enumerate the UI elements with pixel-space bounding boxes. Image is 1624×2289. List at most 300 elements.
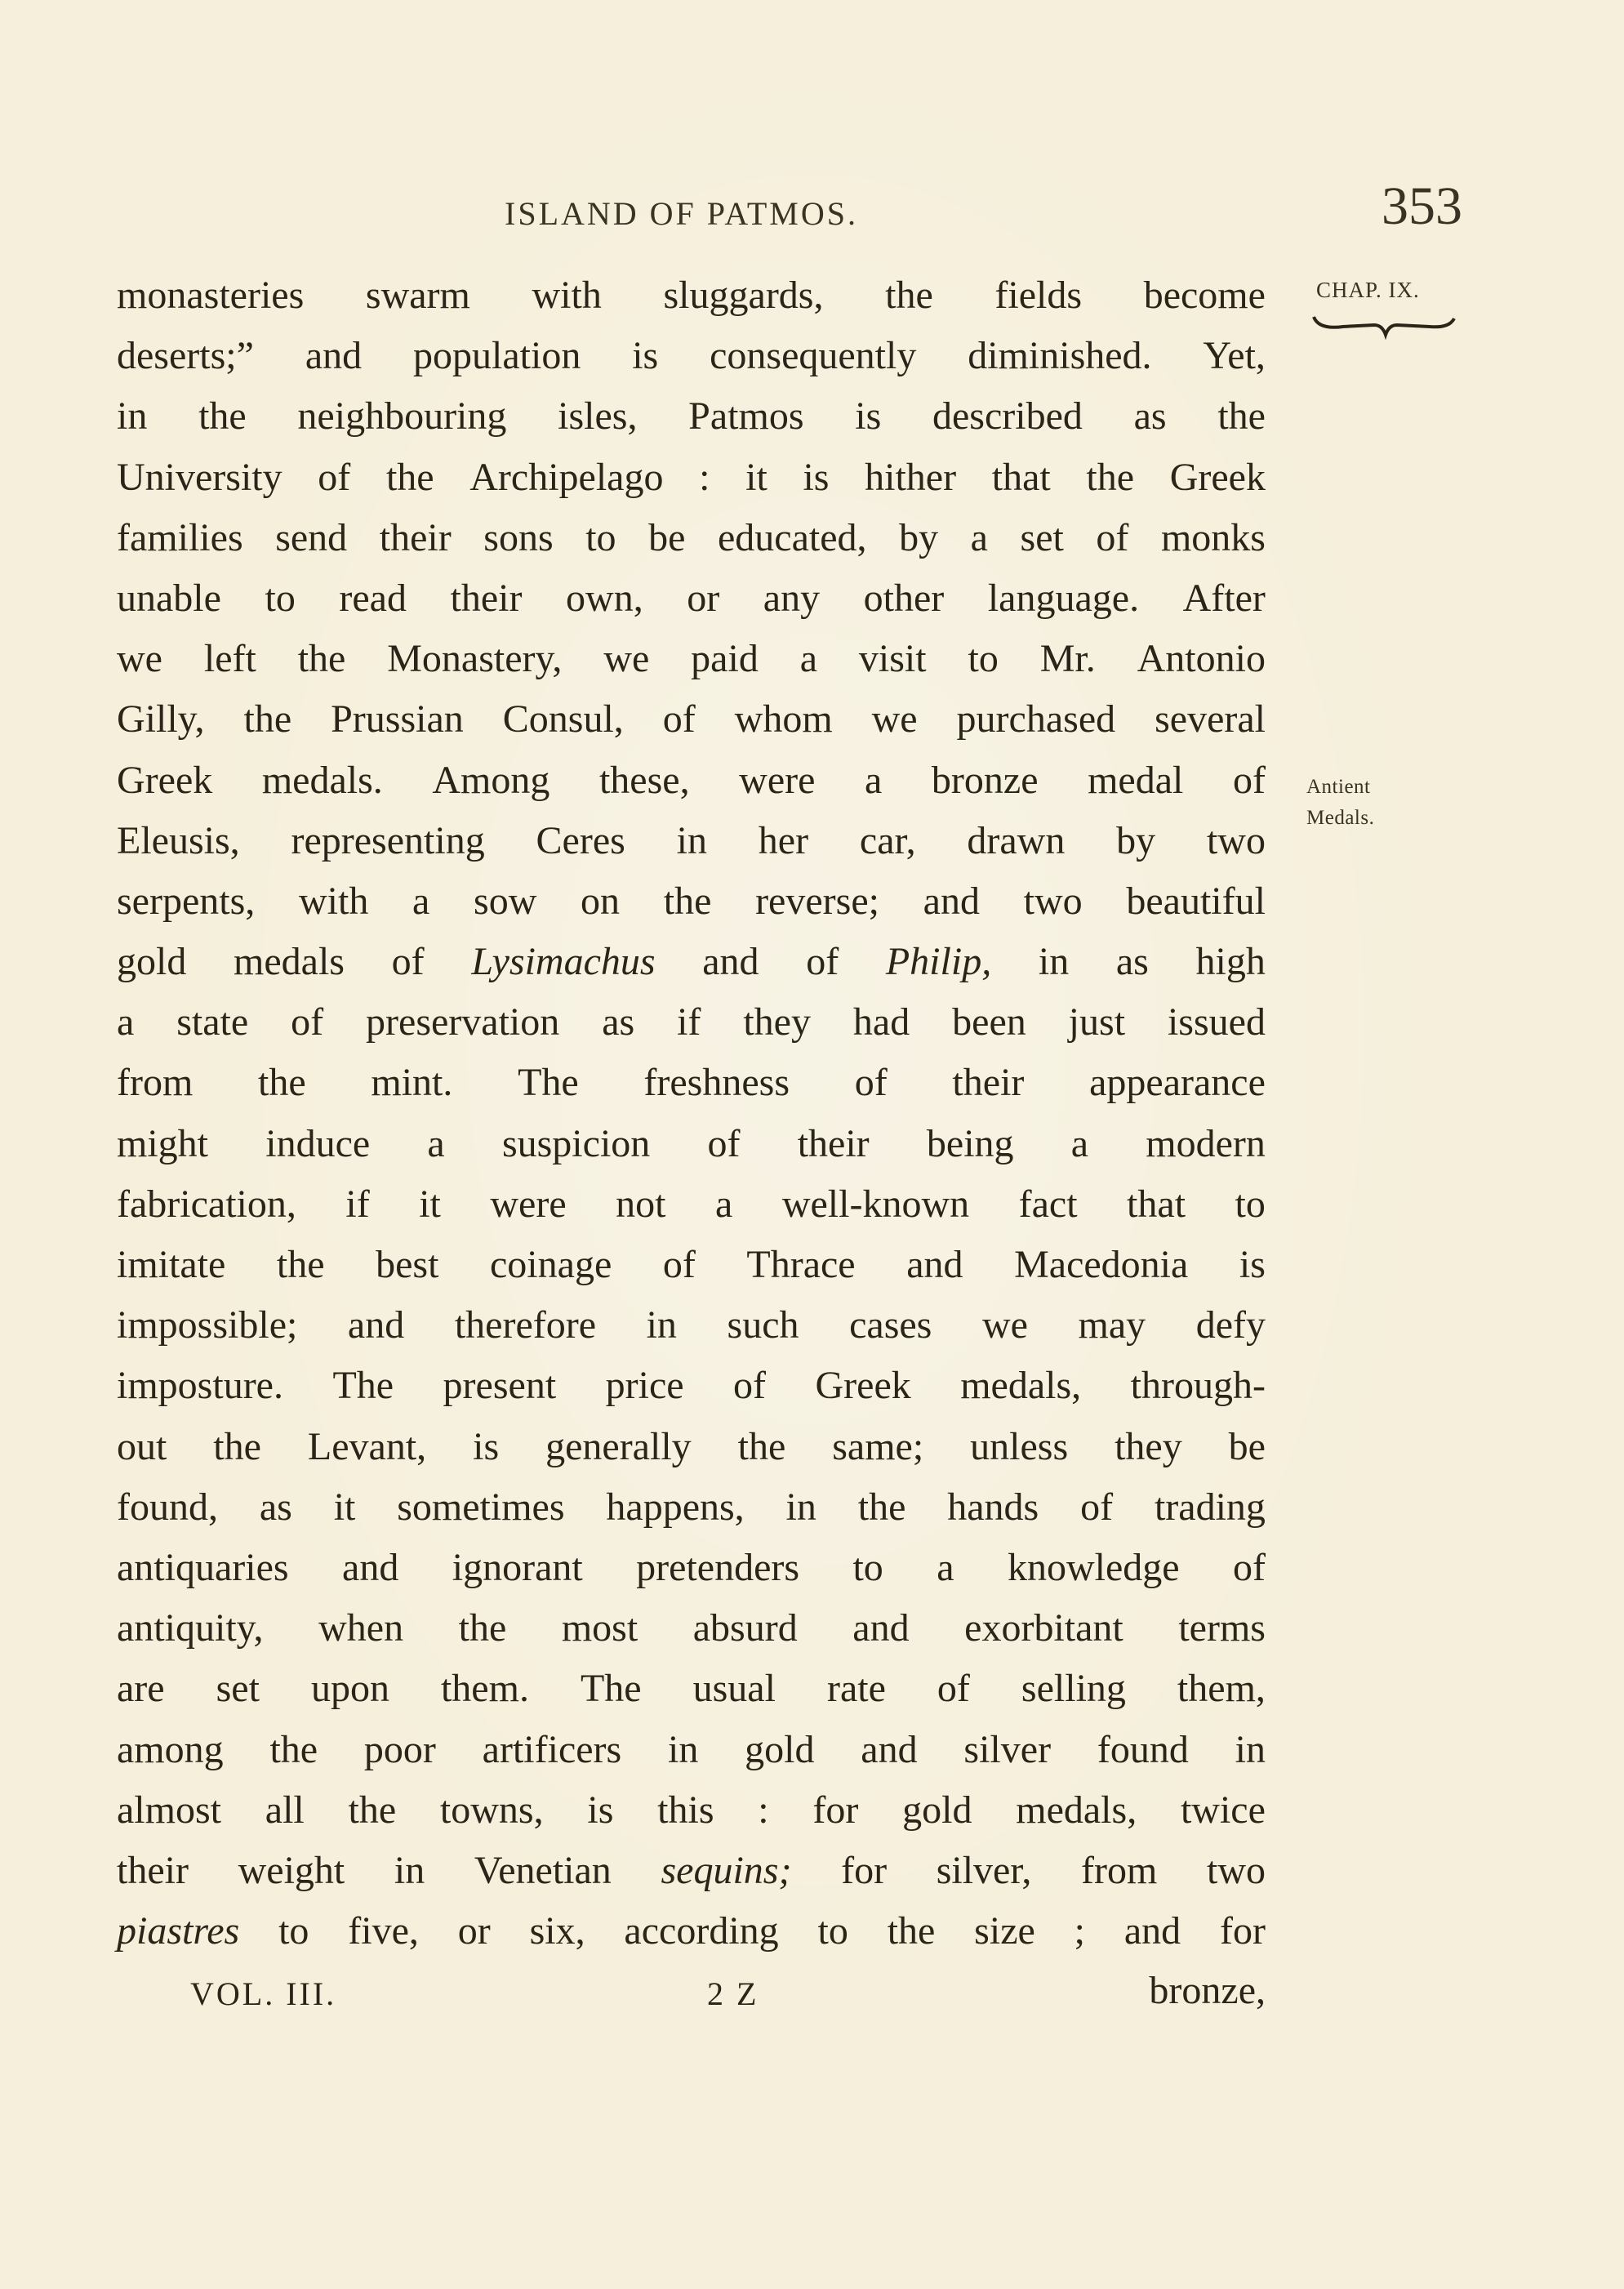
chapter-marginal-note: CHAP. IX.: [1316, 278, 1420, 302]
word: the: [737, 1424, 786, 1468]
word: as: [259, 1485, 292, 1529]
word: knowledge: [1007, 1545, 1180, 1589]
text-line: [117, 1538, 1266, 1598]
word: is: [587, 1788, 614, 1832]
word: of: [1096, 515, 1129, 559]
word: :: [758, 1788, 769, 1832]
word: of: [662, 1243, 696, 1286]
word: had: [852, 1000, 910, 1044]
word: imposture.: [117, 1364, 283, 1408]
word: best: [376, 1243, 439, 1286]
word: in: [117, 394, 148, 439]
word: of: [1233, 1545, 1266, 1589]
word: in: [1235, 1727, 1266, 1771]
word: in: [646, 1303, 677, 1347]
word: silver,: [936, 1848, 1032, 1892]
word: Venetian: [474, 1848, 612, 1892]
word: their: [379, 515, 452, 559]
word: and: [342, 1545, 399, 1589]
word: Patmos: [688, 394, 804, 439]
word: poor: [363, 1727, 436, 1771]
word: to: [265, 576, 296, 620]
word: fabrication,: [117, 1182, 296, 1226]
word: beautiful: [1126, 879, 1266, 923]
word: size: [974, 1909, 1035, 1953]
word: the: [348, 1788, 397, 1832]
text-line: [117, 448, 1266, 508]
word: fields: [994, 274, 1083, 317]
word: language.: [987, 576, 1140, 620]
word: of: [318, 455, 351, 499]
word: medal: [1088, 758, 1184, 802]
word: of: [854, 1061, 888, 1105]
word: become: [1143, 274, 1266, 317]
word: generally: [545, 1424, 692, 1468]
word: and: [347, 1303, 405, 1347]
word: with: [532, 274, 602, 317]
word: we: [603, 637, 650, 681]
word: two: [1206, 818, 1266, 862]
word: them,: [1177, 1667, 1266, 1711]
word: as: [602, 1000, 635, 1044]
word: is: [855, 394, 882, 439]
word: imitate: [117, 1243, 226, 1286]
word: in: [1038, 940, 1070, 984]
word: the: [885, 274, 933, 317]
word: in: [676, 818, 707, 862]
word: antiquaries: [117, 1545, 289, 1589]
text-line: [117, 1053, 1266, 1113]
word: been: [952, 1000, 1026, 1044]
word: from: [117, 1061, 194, 1105]
word: ;: [1074, 1909, 1085, 1953]
word: being: [926, 1121, 1014, 1165]
word: gold: [117, 940, 187, 984]
word: a: [715, 1182, 733, 1226]
word: her: [758, 818, 809, 862]
word: artificers: [482, 1727, 622, 1771]
word: well-known: [781, 1182, 970, 1226]
word: of: [733, 1364, 767, 1408]
word: we: [871, 697, 918, 741]
word: by: [1116, 818, 1156, 862]
text-line: [117, 1114, 1266, 1174]
word: isles,: [558, 394, 638, 439]
word: silver: [963, 1727, 1052, 1771]
word: on: [581, 879, 621, 923]
running-title: ISLAND OF PATMOS.: [505, 195, 858, 232]
text-line: [117, 326, 1266, 386]
text-line: [117, 1659, 1266, 1719]
word: whom: [734, 697, 833, 741]
word: state: [176, 1000, 249, 1044]
word: a: [799, 637, 818, 681]
word: the: [258, 1061, 306, 1105]
word: their: [450, 576, 523, 620]
word: University: [117, 455, 283, 499]
word: we: [117, 637, 162, 681]
word: serpents,: [117, 879, 256, 923]
text-line: [117, 1417, 1266, 1477]
word: Lysimachus: [471, 940, 656, 984]
word: cases: [849, 1303, 932, 1347]
word: sow: [474, 879, 537, 923]
word: upon: [310, 1667, 389, 1711]
word: Ceres: [536, 818, 625, 862]
word: is: [473, 1424, 500, 1468]
word: mint.: [371, 1061, 453, 1105]
word: exorbitant: [964, 1606, 1123, 1650]
word: to: [585, 515, 616, 559]
word: might: [117, 1121, 209, 1165]
word: trading: [1154, 1485, 1266, 1529]
word: is: [632, 334, 659, 378]
word: any: [763, 576, 821, 620]
word: medals,: [1016, 1788, 1137, 1832]
text-line: [117, 932, 1266, 992]
word: all: [265, 1788, 305, 1832]
word: and: [305, 334, 363, 378]
word: appearance: [1089, 1061, 1266, 1105]
word: the: [857, 1485, 906, 1529]
word: if: [677, 1000, 701, 1044]
word: Archipelago: [469, 455, 664, 499]
word: and: [702, 940, 759, 984]
word: neighbouring: [297, 394, 507, 439]
word: rate: [826, 1667, 886, 1711]
word: they: [743, 1000, 811, 1044]
word: in: [785, 1485, 816, 1529]
word: fact: [1018, 1182, 1078, 1226]
word: of: [806, 940, 839, 984]
word: and: [861, 1727, 918, 1771]
word: for: [1219, 1909, 1266, 1953]
word: to: [968, 637, 999, 681]
word: Mr.: [1039, 637, 1096, 681]
word: they: [1115, 1424, 1182, 1468]
word: same;: [832, 1424, 924, 1468]
word: induce: [265, 1121, 371, 1165]
text-line: [117, 265, 1266, 326]
word: twice: [1180, 1788, 1266, 1832]
word: Greek: [1169, 455, 1266, 499]
word: medals.: [261, 758, 383, 802]
word: unless: [970, 1424, 1069, 1468]
word: a: [865, 758, 883, 802]
word: reverse;: [755, 879, 879, 923]
word: if: [345, 1182, 370, 1226]
word: monks: [1160, 515, 1266, 559]
word: a: [937, 1545, 954, 1589]
text-line: [117, 992, 1266, 1053]
word: hands: [947, 1485, 1039, 1529]
word: by: [899, 515, 939, 559]
word: bronze: [931, 758, 1039, 802]
word: monasteries: [117, 274, 305, 317]
word: terms: [1178, 1606, 1266, 1650]
word: suspicion: [501, 1121, 651, 1165]
word: usual: [692, 1667, 776, 1711]
word: and: [852, 1606, 910, 1650]
text-line: [117, 750, 1266, 811]
word: this: [657, 1788, 714, 1832]
word: may: [1078, 1303, 1146, 1347]
word: happens,: [606, 1485, 745, 1529]
word: of: [1232, 758, 1266, 802]
word: of: [707, 1121, 741, 1165]
word: or: [457, 1909, 491, 1953]
word: for: [812, 1788, 859, 1832]
word: modern: [1146, 1121, 1266, 1165]
volume-mark: VOL. III.: [190, 1975, 337, 2012]
word: families: [117, 515, 243, 559]
word: set: [216, 1667, 260, 1711]
word: in: [668, 1727, 699, 1771]
word: Eleusis,: [117, 818, 240, 862]
word: two: [1207, 1848, 1266, 1892]
word: the: [1217, 394, 1266, 439]
word: :: [699, 455, 710, 499]
side-note-antient: Antient: [1306, 776, 1371, 798]
word: we: [981, 1303, 1028, 1347]
word: of: [937, 1667, 970, 1711]
word: issued: [1167, 1000, 1266, 1044]
word: population: [413, 334, 581, 378]
word: were: [739, 758, 816, 802]
word: Thrace: [746, 1243, 856, 1286]
page-number: 353: [1382, 176, 1462, 236]
page-footer: [117, 1968, 1266, 2028]
word: it: [333, 1485, 356, 1529]
word: Monastery,: [387, 637, 563, 681]
word: are: [117, 1667, 165, 1711]
word: with: [298, 879, 369, 923]
word: a: [1070, 1121, 1089, 1165]
word: other: [863, 576, 945, 620]
word: sometimes: [397, 1485, 565, 1529]
word: it: [419, 1182, 441, 1226]
word: Levant,: [307, 1424, 427, 1468]
word: that: [991, 455, 1051, 499]
word: swarm: [365, 274, 470, 317]
text-line: [117, 1720, 1266, 1780]
word: described: [932, 394, 1083, 439]
word: and: [1123, 1909, 1181, 1953]
word: coinage: [490, 1243, 612, 1286]
word: their: [952, 1061, 1025, 1105]
word: out: [117, 1424, 167, 1468]
word: that: [1127, 1182, 1186, 1226]
word: left: [203, 637, 256, 681]
word: be: [648, 515, 686, 559]
text-line: [117, 629, 1266, 689]
word: price: [605, 1364, 684, 1408]
word: the: [213, 1424, 261, 1468]
text-line: [117, 386, 1266, 447]
text-line: [117, 1477, 1266, 1538]
word: a: [412, 879, 430, 923]
word: Greek: [815, 1364, 911, 1408]
word: as: [1133, 394, 1167, 439]
word: when: [318, 1606, 404, 1650]
word: Greek: [117, 758, 213, 802]
text-line: [117, 1901, 1266, 1962]
word: After: [1182, 576, 1266, 620]
word: six,: [529, 1909, 585, 1953]
word: a: [427, 1121, 445, 1165]
word: visit: [858, 637, 927, 681]
word: almost: [117, 1788, 221, 1832]
word: medals,: [960, 1364, 1082, 1408]
word: read: [339, 576, 407, 620]
word: preservation: [366, 1000, 560, 1044]
text-line: [117, 1780, 1266, 1841]
text-line: [117, 811, 1266, 871]
word: to: [278, 1909, 309, 1953]
word: Philip,: [885, 940, 992, 984]
word: of: [662, 697, 696, 741]
word: The: [580, 1667, 642, 1711]
word: to: [1235, 1182, 1266, 1226]
word: weight: [238, 1848, 345, 1892]
word: a: [970, 515, 988, 559]
word: hither: [865, 455, 957, 499]
word: sluggards,: [663, 274, 824, 317]
word: the: [458, 1606, 507, 1650]
word: ignorant: [452, 1545, 583, 1589]
word: found: [1097, 1727, 1189, 1771]
word: five,: [348, 1909, 419, 1953]
text-line: [117, 1235, 1266, 1295]
word: own,: [566, 576, 643, 620]
text-line: [117, 1295, 1266, 1356]
chapter-brace-ornament: [1310, 312, 1456, 340]
word: consequently: [710, 334, 917, 378]
word: these,: [598, 758, 690, 802]
word: Antonio: [1137, 637, 1266, 681]
word: towns,: [439, 1788, 544, 1832]
word: a: [117, 1000, 135, 1044]
word: piastres: [117, 1909, 240, 1953]
word: two: [1023, 879, 1083, 923]
word: to: [852, 1545, 883, 1589]
word: the: [887, 1909, 936, 1953]
word: found,: [117, 1485, 218, 1529]
word: Yet,: [1203, 334, 1266, 378]
word: and: [906, 1243, 963, 1286]
word: from: [1081, 1848, 1158, 1892]
word: were: [490, 1182, 567, 1226]
text-line: [117, 1174, 1266, 1235]
word: the: [269, 1727, 318, 1771]
word: several: [1155, 697, 1266, 741]
word: medals: [234, 940, 345, 984]
word: selling: [1021, 1667, 1126, 1711]
word: drawn: [967, 818, 1066, 862]
text-line: [117, 1841, 1266, 1901]
word: sequins;: [661, 1848, 792, 1892]
word: for: [841, 1848, 888, 1892]
word: purchased: [956, 697, 1116, 741]
word: through-: [1130, 1364, 1266, 1408]
word: paid: [691, 637, 759, 681]
word: the: [385, 455, 434, 499]
word: Macedonia: [1014, 1243, 1189, 1286]
word: sons: [483, 515, 554, 559]
word: or: [687, 576, 720, 620]
word: Consul,: [502, 697, 624, 741]
word: The: [518, 1061, 579, 1105]
text-line: [117, 568, 1266, 629]
word: of: [1080, 1485, 1114, 1529]
word: car,: [859, 818, 916, 862]
word: Gilly,: [117, 697, 205, 741]
text-line: [117, 1356, 1266, 1416]
word: the: [1086, 455, 1135, 499]
word: impossible;: [117, 1303, 298, 1347]
word: in: [394, 1848, 425, 1892]
word: the: [276, 1243, 325, 1286]
word: is: [1239, 1243, 1266, 1286]
word: defy: [1195, 1303, 1266, 1347]
word: the: [297, 637, 346, 681]
word: not: [616, 1182, 666, 1226]
word: absurd: [692, 1606, 798, 1650]
word: their: [117, 1848, 189, 1892]
text-line: [117, 1598, 1266, 1659]
word: most: [561, 1606, 638, 1650]
word: unable: [117, 576, 221, 620]
catchword: bronze,: [1149, 1969, 1266, 2012]
word: of: [291, 1000, 324, 1044]
word: gold: [902, 1788, 972, 1832]
word: Prussian: [331, 697, 464, 741]
word: just: [1068, 1000, 1126, 1044]
word: to: [817, 1909, 848, 1953]
word: diminished.: [968, 334, 1152, 378]
word: Among: [432, 758, 550, 802]
word: high: [1195, 940, 1266, 984]
text-line: [117, 871, 1266, 932]
side-note-medals: Medals.: [1306, 807, 1375, 829]
word: educated,: [717, 515, 867, 559]
word: freshness: [643, 1061, 790, 1105]
word: the: [198, 394, 247, 439]
word: The: [332, 1364, 394, 1408]
word: pretenders: [636, 1545, 800, 1589]
word: their: [797, 1121, 870, 1165]
text-line: [117, 689, 1266, 750]
word: antiquity,: [117, 1606, 264, 1650]
word: the: [663, 879, 712, 923]
word: is: [803, 455, 830, 499]
word: gold: [745, 1727, 815, 1771]
signature-mark: 2 Z: [707, 1975, 759, 2012]
word: as: [1115, 940, 1149, 984]
word: among: [117, 1727, 224, 1771]
word: therefore: [454, 1303, 597, 1347]
word: of: [391, 940, 425, 984]
word: representing: [291, 818, 485, 862]
word: send: [275, 515, 348, 559]
word: set: [1020, 515, 1064, 559]
word: it: [745, 455, 768, 499]
word: according: [624, 1909, 779, 1953]
word: them.: [440, 1667, 529, 1711]
word: present: [443, 1364, 557, 1408]
text-line: [117, 508, 1266, 568]
word: the: [243, 697, 292, 741]
